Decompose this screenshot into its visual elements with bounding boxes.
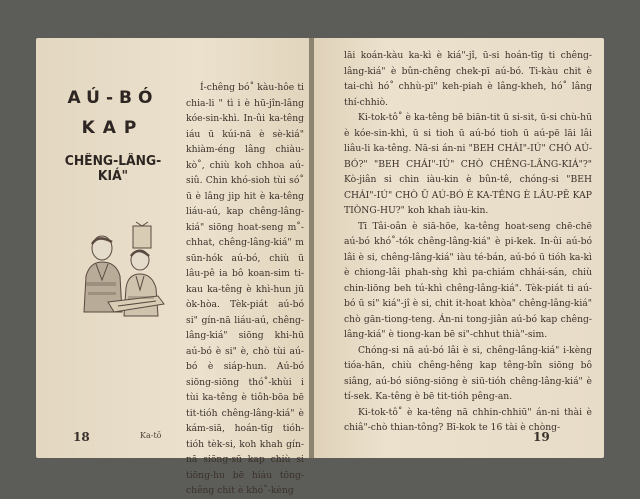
left-body-text — [186, 80, 304, 499]
right-body-text — [344, 48, 592, 436]
right-page — [314, 38, 604, 458]
page-number-left: 18 — [73, 430, 90, 444]
left-paragraph: Í-chêng bó˚ kàu-hôe ti chia-li " tì i è hū-jîn-lâng kóe-sin-khì. In-ûi ka-têng iáu ū kúi-nā è sè-kiá" khiàm-éng lâng chiàu-kò˚, chiù koh chhoa aú-siû. Chin khó-sioh tùi só˚ ū è lâng jip hit è ka-têng liáu-aú, kap chêng-lâng-kiá" siōng hoat-seng m˚-chhat, chêng-lâng-kiá" m sūn-hók aú-bó, chiù ū lâu-pê ia bô koan-sim ti-kau ka-têng è khì-hun jū òk-hòa. Tèk-piát aú-bó si" gín-nā liáu-aú, chêng-lâng-kiá" siōng khi-hū aú-bó è si" è, chò tùi aú-bó è siáp-hun. Aú-bó siōng-siōng thó˚-khùi i tùi ka-têng è tiôh-bōa bē tit-tióh chêng-lâng-kiá" è kám-siā, hoán-tīg tióh-tióh tèk-si, koh khah gín-nā siōng-sū kap chiù si tiōng-hu bē hiáu tōng-chêng chit è khó˚-kèng — [186, 82, 304, 496]
right-paragraph-5: Ki-tok-tô˚ è ka-têng nā chhin-chhiū" án-ni thài è chiâ"-chò thian-tông? Bī-kok te 16 tài è chòng- — [344, 406, 592, 433]
title-line-1: AÚ-BÓ — [67, 88, 159, 108]
right-paragraph-1: lāi koán-kàu ka-kì è kiá"-jî, ū-si hoán-tīg ti chêng-lâng-kiá" è bûn-chêng chek-pī aú-bó. Ti-kàu chit è tai-chì hó˚ chhù-pī" keh-piah è lâng-kheh, hó˚ lâng thí-chhiò. — [344, 50, 592, 108]
right-paragraph-3: Tī Tâi-oân è siā-hōe, ka-têng hoat-seng chē-chē aú-bó khó˚-tók chêng-lâng-kiá" è pi-kek. In-ûi aú-bó lâi è si, chêng-lâng-kiá" iàu té-bán, aú-bó ū tióh ka-kì è chiong-lâi phah-sǹg khì pa-chiám chhái-sán, chiù chin-liōng beh tú-khì chêng-lâng-kiá". Tèk-piát ti aú-bó ū si" kiá"-jî è si, chit it-hoat khòa" chêng-lâng-kiá" chò gān-tiong-teng. Án-ni tong-jiân aú-bó kap chêng-lâng-kiá" è tiong-kan bē si"-chhut thià"-sim. — [344, 220, 592, 340]
title-line-3: CHÊNG-LÂNG-KIÁ" — [64, 154, 162, 184]
right-paragraph-4: Chóng-si nā aú-bó lâi è si, chêng-lâng-kiá" i-kèng tióa-hān, chiù chêng-hêng kap têng-bîn siōng bô siâng, aú-bó siōng-siōng è siū-tióh chêng-lâng-kiá" è tí-sek. Ka-têng è bē tit-tióh pêng-an. — [344, 344, 592, 402]
illustration-caption: Ka-tō — [140, 431, 162, 440]
title-line-2: KAP — [81, 118, 145, 138]
page-number-right: 19 — [533, 430, 550, 444]
left-page — [36, 38, 310, 496]
family-illustration — [78, 216, 182, 328]
right-paragraph-2: Ki-tok-tô˚ è ka-têng bē biān-tit ū si-sit, ū-si chù-hū è kóe-sin-khì, ū si tioh ū aú-bó tioh ū aú-pē lāi lâi liâu-li ka-têng. Nā-si án-ni "BEH CHÁI"-IÚ" CHÒ AÚ-BÓ?" "BEH CHÁI"-IÚ" CHÒ CHÊNG-LÂNG-KIÁ"?" Kò-jiân si chin iàu-kin è bûn-tê, chóng-si "BEH CHÁI"-IÚ" CHÒ Ū AÚ-BÓ È KA-TÊNG È LÂU-PĒ KAP TIÒNG-HU?" koh khah iàu-kin. — [344, 112, 592, 216]
